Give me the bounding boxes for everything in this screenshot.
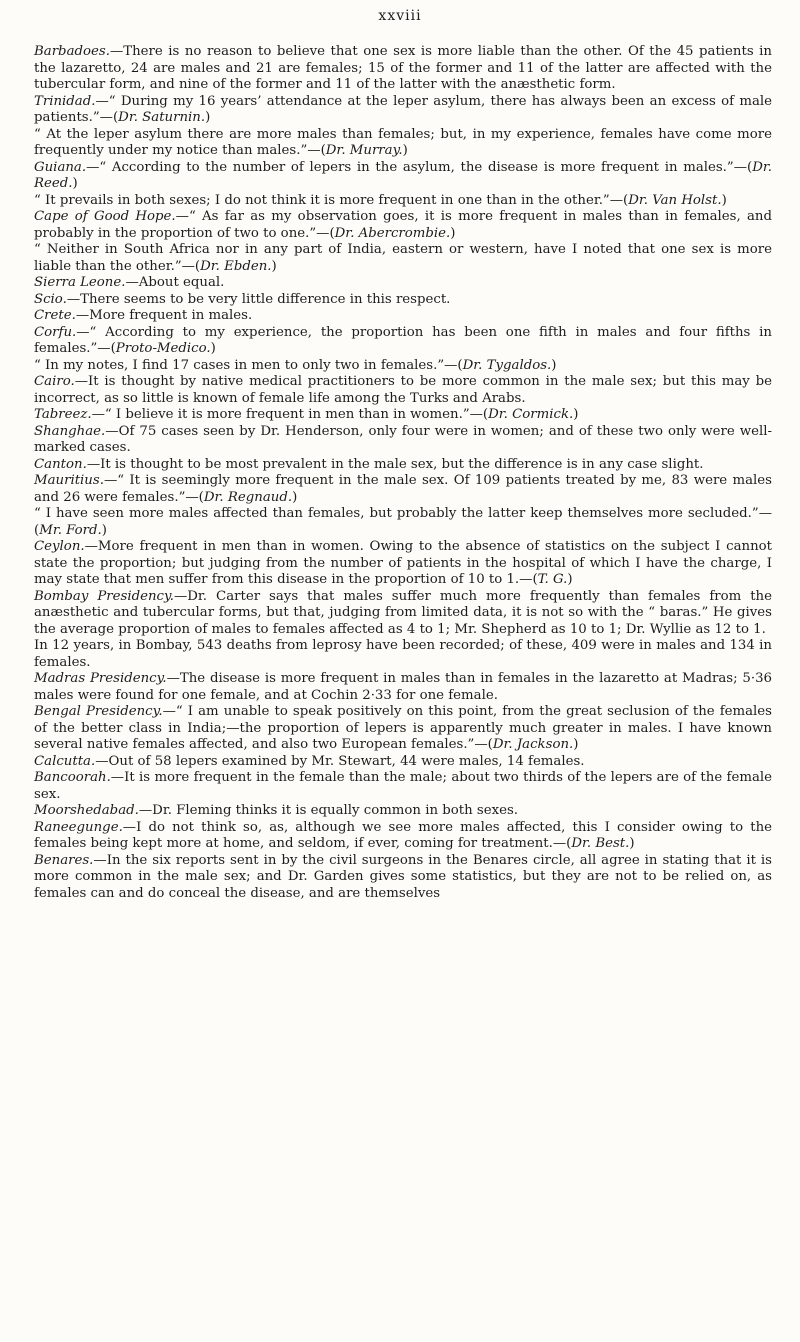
paragraph — [34, 457, 772, 474]
citation-close: ) — [629, 836, 635, 851]
citation-close: ) — [573, 737, 579, 752]
citation-close: ) — [210, 341, 216, 356]
citation-close: ) — [271, 258, 277, 274]
paragraph-text: —Dr. Carter says that males suffer much more frequently than females from the anæsthetic and tubercular forms, but that, judging from limited data, it is not so with the “ baras.” He gives the average proportion of males to females affected as 4 to 1; Mr. Shepherd as 10 to 1; Dr. Wyllie as 12 to 1. — [34, 588, 772, 637]
citation-close: ) — [721, 192, 727, 208]
citation-close: ) — [205, 110, 211, 125]
paragraph — [34, 292, 772, 309]
paragraph-heading: Bengal Presidency. — [34, 704, 163, 719]
citation-close: ) — [450, 225, 456, 241]
paragraph — [34, 424, 772, 457]
paragraph-text: —“ According to my experience, the proportion has been one fifth in males and four fifths in females.”—( — [34, 324, 772, 356]
citation: Dr. Cormick. — [488, 407, 574, 422]
paragraph-heading: Raneegunge. — [34, 819, 123, 835]
paragraph-heading: Guiana. — [34, 159, 87, 175]
paragraph-text: —Dr. Fleming thinks it is equally common in both sexes. — [138, 803, 519, 818]
paragraph-text: —It is thought by native medical practitioners to be more common in the male sex; but this may be incorrect, as so little is known of female life among the Turks and Arabs. — [34, 374, 772, 406]
paragraph — [34, 127, 772, 160]
paragraph-heading: Ceylon. — [34, 539, 85, 554]
paragraph-text: —There is no reason to believe that one sex is more liable than the other. Of the 45 patients in the lazaretto, 24 are males and 21 are females; 15 of the former and 11 of the latter are affected with the tubercular form, and nine of the former and 11 of the latter with the anæsthetic form. — [34, 44, 772, 92]
paragraph — [34, 242, 772, 275]
paragraph-text: —More frequent in men than in women. Owing to the absence of statistics on the subject I cannot state the proportion; but judging from the number of patients in the hospital of which I have the charge, I may state that men suffer from this disease in the proportion of 10 to 1.—( — [34, 539, 772, 587]
paragraph-text: —The disease is more frequent in males than in females in the lazaretto at Madras; 5·36 males were found for one female, and at Cochin 2·33 for one female. — [34, 671, 772, 703]
paragraph-heading: Moorshedabad. — [34, 803, 139, 818]
paragraph — [34, 803, 772, 820]
citation-close: ) — [551, 357, 557, 373]
paragraph-text: —Of 75 cases seen by Dr. Henderson, only four were in women; and of these two only were well-marked cases. — [34, 423, 772, 455]
paragraph — [34, 506, 772, 539]
citation-close: ) — [402, 143, 408, 158]
citation: Dr. Abercrombie. — [334, 225, 451, 241]
citation-close: ) — [573, 407, 579, 422]
paragraph — [34, 94, 772, 127]
citation: Dr. Ebden. — [200, 258, 272, 274]
paragraph — [34, 193, 772, 210]
paragraph-text: —“ According to the number of lepers in the asylum, the disease is more frequent in males.”—( — [86, 159, 753, 175]
citation: Dr. Best. — [571, 836, 630, 851]
paragraph-heading: Tabreez. — [34, 407, 92, 422]
paragraph-heading: Madras Presidency. — [34, 671, 167, 686]
paragraph-text: —It is more frequent in the female than the male; about two thirds of the lepers are of the female sex. — [34, 770, 772, 802]
paragraph-heading: Sierra Leone. — [34, 275, 126, 290]
citation-close: ) — [292, 489, 298, 505]
citation-close: ) — [567, 572, 573, 587]
paragraph-heading: Benares. — [34, 852, 94, 868]
citation: Dr. Tygaldos. — [462, 357, 552, 373]
paragraph — [34, 407, 772, 424]
paragraph-heading: Canton. — [34, 456, 87, 472]
paragraph-heading: Shanghae. — [34, 423, 106, 439]
citation: Proto-Medico. — [115, 341, 211, 356]
paragraph-heading: Mauritius. — [34, 473, 104, 488]
paragraph-heading: Corfu. — [34, 324, 77, 340]
citation: Dr. Murray. — [325, 143, 403, 158]
citation: Mr. Ford. — [39, 522, 102, 538]
paragraph-text: —Out of 58 lepers examined by Mr. Stewart, 44 were males, 14 females. — [95, 753, 585, 769]
citation: Dr. Reed. — [34, 159, 772, 191]
paragraph-heading: Cairo. — [34, 374, 75, 389]
paragraph-text: “ At the leper asylum there are more males than females; but, in my experience, females have come more frequently under my notice than males.”—( — [34, 126, 772, 158]
paragraph — [34, 589, 772, 639]
paragraph-heading: Crete. — [34, 308, 76, 323]
paragraph — [34, 209, 772, 242]
paragraph-heading: Bancoorah. — [34, 770, 111, 785]
paragraph-text: —“ I am unable to speak positively on this point, from the great seclusion of the females of the better class in India;—the proportion of lepers is apparently much greater in males. I have known several native females affected, and also two European females.”—( — [34, 704, 772, 752]
paragraph — [34, 539, 772, 589]
paragraph-text: —“ I believe it is more frequent in men than in women.”—( — [91, 407, 489, 422]
paragraph-text: —In the six reports sent in by the civil surgeons in the Benares circle, all agree in stating that it is more common in the male sex; and Dr. Garden gives some statistics, but they are not to be relied on, as females can and do conceal the disease, and are themselves — [34, 852, 772, 901]
citation-close: ) — [72, 176, 78, 191]
paragraph — [34, 671, 772, 704]
paragraph — [34, 820, 772, 853]
paragraph — [34, 44, 772, 94]
paragraph-text: —More frequent in males. — [75, 308, 253, 323]
page-body — [34, 44, 772, 902]
paragraph — [34, 754, 772, 771]
citation: Dr. Saturnin. — [118, 110, 206, 125]
paragraph — [34, 160, 772, 193]
paragraph-heading: Barbadoes. — [34, 44, 110, 59]
paragraph — [34, 325, 772, 358]
paragraph-heading: Cape of Good Hope. — [34, 209, 176, 224]
citation: Dr. Van Holst. — [628, 192, 722, 208]
paragraph — [34, 358, 772, 375]
citation-close: ) — [101, 522, 107, 538]
paragraph — [34, 770, 772, 803]
paragraph — [34, 374, 772, 407]
paragraph-text: —“ It is seemingly more frequent in the male sex. Of 109 patients treated by me, 83 were males and 26 were females.”—( — [34, 473, 772, 505]
paragraph-heading: Trinidad. — [34, 93, 96, 109]
paragraph-text: —It is thought to be most prevalent in the male sex, but the difference is in any case slight. — [86, 456, 704, 472]
paragraph-heading: Calcutta. — [34, 753, 96, 769]
paragraph-text: —I do not think so, as, although we see more males affected, this I consider owing to the females being kept more at home, and seldom, if ever, coming for treatment.—( — [34, 819, 772, 851]
paragraph-heading: Scio. — [34, 291, 67, 307]
paragraph-text: —“ As far as my observation goes, it is more frequent in males than in females, and probably in the proportion of two to one.”—( — [34, 209, 772, 241]
paragraph — [34, 308, 772, 325]
paragraph-text: —There seems to be very little difference in this respect. — [66, 291, 451, 307]
paragraph — [34, 704, 772, 754]
paragraph-text: “ It prevails in both sexes; I do not think it is more frequent in one than in the other.”—( — [34, 192, 629, 208]
paragraph-text: In 12 years, in Bombay, 543 deaths from leprosy have been recorded; of these, 409 were in males and 134 in females. — [34, 638, 772, 670]
citation: Dr. Regnaud. — [203, 489, 293, 505]
citation: T. G. — [537, 572, 568, 587]
paragraph-text: “ Neither in South Africa nor in any part of India, eastern or western, have I noted that one sex is more liable than the other.”—( — [34, 242, 772, 274]
paragraph-text: —“ During my 16 years’ attendance at the leper asylum, there has always been an excess of male patients.”—( — [34, 93, 772, 125]
page-number: xxviii — [378, 8, 422, 24]
paragraph — [34, 473, 772, 506]
paragraph-text: “ I have seen more males affected than females, but probably the latter keep themselves more secluded.”—( — [34, 506, 772, 538]
paragraph — [34, 853, 772, 903]
paragraph — [34, 275, 772, 292]
paragraph-heading: Bombay Presidency. — [34, 588, 174, 604]
citation: Dr. Jackson. — [492, 737, 574, 752]
paragraph-text: “ In my notes, I find 17 cases in men to only two in females.”—( — [34, 357, 463, 373]
paragraph-text: —About equal. — [125, 275, 225, 290]
paragraph — [34, 638, 772, 671]
